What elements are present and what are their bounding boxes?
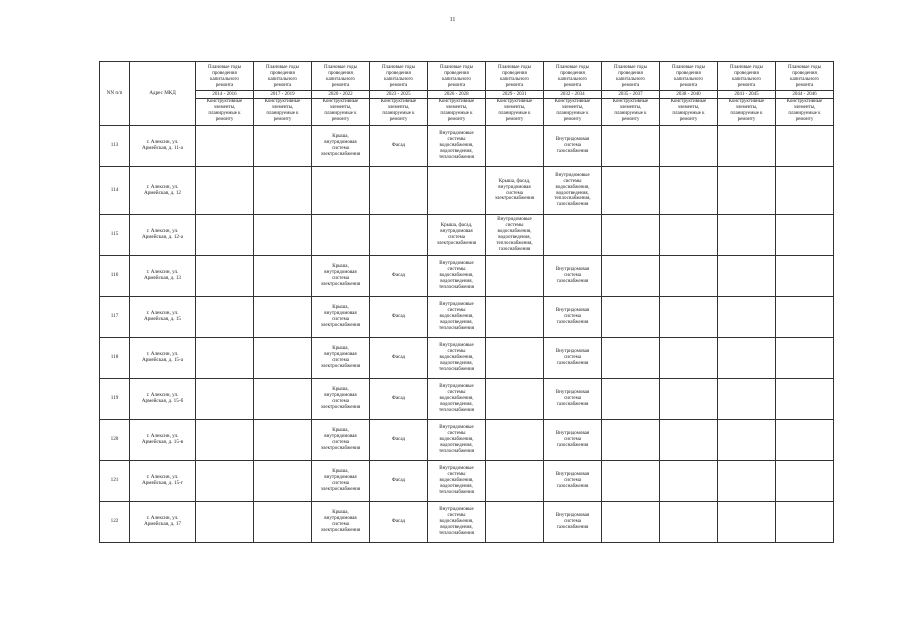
header-years: 2026 - 2028 xyxy=(428,91,486,99)
row-cell xyxy=(196,215,254,256)
row-number: 120 xyxy=(100,420,130,461)
header-elements-label: Конструктивные элементы, планируемые к ремонту xyxy=(602,99,660,126)
row-cell xyxy=(776,256,834,297)
row-number: 114 xyxy=(100,167,130,215)
row-cell xyxy=(254,420,312,461)
header-period-label: Плановые годы проведения капитального ремонта xyxy=(776,62,834,91)
row-cell: Крыша, внутридомовая система электроснабжения xyxy=(312,502,370,543)
row-cell xyxy=(196,379,254,420)
row-cell: Фасад xyxy=(370,461,428,502)
header-elements-label: Конструктивные элементы, планируемые к ремонту xyxy=(370,99,428,126)
row-cell xyxy=(602,379,660,420)
row-cell: Внутридомовые системы водоснабжения, водоотведения, теплоснабжения xyxy=(428,126,486,167)
row-cell xyxy=(254,167,312,215)
header-period-label: Плановые годы проведения капитального ремонта xyxy=(718,62,776,91)
row-address: г. Алексин, ул. Армейская, д. 15-г xyxy=(130,461,196,502)
row-cell xyxy=(486,502,544,543)
row-cell xyxy=(486,420,544,461)
row-address: г. Алексин, ул. Армейская, д. 15 xyxy=(130,297,196,338)
row-cell xyxy=(718,502,776,543)
header-years: 2023 - 2025 xyxy=(370,91,428,99)
header-years: 2035 - 2037 xyxy=(602,91,660,99)
row-number: 122 xyxy=(100,502,130,543)
header-elements-label: Конструктивные элементы, планируемые к ремонту xyxy=(196,99,254,126)
row-cell: Внутридомовая система газоснабжения xyxy=(544,379,602,420)
header-years: 2020 - 2022 xyxy=(312,91,370,99)
row-cell: Крыша, внутридомовая система электроснабжения xyxy=(312,379,370,420)
header-elements-label: Конструктивные элементы, планируемые к ремонту xyxy=(718,99,776,126)
row-cell xyxy=(660,420,718,461)
table-row xyxy=(100,256,834,297)
row-cell xyxy=(602,256,660,297)
row-cell xyxy=(776,297,834,338)
row-address: г. Алексин, ул. Армейская, д. 12 xyxy=(130,167,196,215)
header-years: 2017 - 2019 xyxy=(254,91,312,99)
row-number: 113 xyxy=(100,126,130,167)
row-cell: Фасад xyxy=(370,126,428,167)
row-address: г. Алексин, ул. Армейская, д. 17 xyxy=(130,502,196,543)
row-cell xyxy=(660,461,718,502)
row-number: 115 xyxy=(100,215,130,256)
row-cell xyxy=(196,502,254,543)
header-period-label: Плановые годы проведения капитального ремонта xyxy=(196,62,254,91)
table-row xyxy=(100,502,834,543)
row-cell: Внутридомовые системы водоснабжения, водоотведения, теплоснабжения xyxy=(428,338,486,379)
header-elements-label: Конструктивные элементы, планируемые к ремонту xyxy=(776,99,834,126)
row-cell xyxy=(660,256,718,297)
table-row xyxy=(100,420,834,461)
row-cell xyxy=(544,215,602,256)
row-cell xyxy=(428,167,486,215)
row-cell xyxy=(602,338,660,379)
row-cell xyxy=(660,167,718,215)
row-cell: Крыша, внутридомовая система электроснабжения xyxy=(312,297,370,338)
row-cell xyxy=(718,256,776,297)
row-cell: Крыша, внутридомовая система электроснабжения xyxy=(312,256,370,297)
row-cell xyxy=(486,256,544,297)
row-cell xyxy=(776,126,834,167)
table-row xyxy=(100,379,834,420)
page-number: 11 xyxy=(449,17,456,23)
row-cell xyxy=(196,297,254,338)
row-address: г. Алексин, ул. Армейская, д. 15-а xyxy=(130,338,196,379)
row-cell xyxy=(602,215,660,256)
row-cell: Внутридомовая система газоснабжения xyxy=(544,256,602,297)
row-cell xyxy=(718,126,776,167)
row-cell: Фасад xyxy=(370,297,428,338)
row-number: 119 xyxy=(100,379,130,420)
row-cell xyxy=(660,215,718,256)
header-row-elements xyxy=(100,99,834,126)
header-elements-label: Конструктивные элементы, планируемые к ремонту xyxy=(254,99,312,126)
row-cell xyxy=(718,420,776,461)
row-cell xyxy=(776,379,834,420)
row-cell: Внутридомовые системы водоснабжения, водоотведения, теплоснабжения xyxy=(428,502,486,543)
header-num: NN п/п xyxy=(100,62,130,126)
row-cell: Крыша, внутридомовая система электроснабжения xyxy=(312,420,370,461)
header-period-label: Плановые годы проведения капитального ремонта xyxy=(602,62,660,91)
row-address: г. Алексин, ул. Армейская, д. 13 xyxy=(130,256,196,297)
row-cell xyxy=(660,297,718,338)
capital-repair-table xyxy=(99,61,834,543)
header-elements-label: Конструктивные элементы, планируемые к ремонту xyxy=(486,99,544,126)
header-period-label: Плановые годы проведения капитального ремонта xyxy=(660,62,718,91)
row-cell: Внутридомовые системы водоснабжения, водоотведения, теплоснабжения, газоснабжения xyxy=(486,215,544,256)
row-cell xyxy=(776,461,834,502)
header-years: 2032 - 2034 xyxy=(544,91,602,99)
row-cell: Фасад xyxy=(370,338,428,379)
row-cell xyxy=(254,338,312,379)
header-years: 2041 - 2045 xyxy=(718,91,776,99)
row-cell: Крыша, внутридомовая система электроснабжения xyxy=(312,338,370,379)
row-cell xyxy=(602,420,660,461)
row-cell xyxy=(254,502,312,543)
row-number: 117 xyxy=(100,297,130,338)
row-cell xyxy=(660,502,718,543)
row-cell xyxy=(196,461,254,502)
row-cell: Внутридомовая система газоснабжения xyxy=(544,420,602,461)
row-cell: Внутридомовые системы водоснабжения, водоотведения, теплоснабжения xyxy=(428,461,486,502)
row-cell: Крыша, внутридомовая система электроснабжения xyxy=(312,461,370,502)
table-row xyxy=(100,461,834,502)
row-cell xyxy=(602,461,660,502)
header-period-label: Плановые годы проведения капитального ремонта xyxy=(254,62,312,91)
row-cell xyxy=(718,461,776,502)
header-years: 2038 - 2040 xyxy=(660,91,718,99)
row-cell: Фасад xyxy=(370,379,428,420)
row-cell xyxy=(196,167,254,215)
row-cell xyxy=(486,379,544,420)
header-period-label: Плановые годы проведения капитального ремонта xyxy=(428,62,486,91)
table-row xyxy=(100,126,834,167)
row-address: г. Алексин, ул. Армейская, д. 15-б xyxy=(130,379,196,420)
row-cell xyxy=(196,338,254,379)
table-header xyxy=(100,62,834,126)
row-cell: Внутридомовые системы водоснабжения, водоотведения, теплоснабжения xyxy=(428,420,486,461)
row-cell: Крыша, фасад, внутридомовая система электроснабжения xyxy=(486,167,544,215)
row-cell xyxy=(370,215,428,256)
header-period-label: Плановые годы проведения капитального ремонта xyxy=(544,62,602,91)
row-cell: Внутридомовые системы водоснабжения, водоотведения, теплоснабжения xyxy=(428,256,486,297)
row-cell xyxy=(312,215,370,256)
row-cell xyxy=(718,297,776,338)
row-cell xyxy=(602,167,660,215)
header-elements-label: Конструктивные элементы, планируемые к ремонту xyxy=(544,99,602,126)
row-number: 118 xyxy=(100,338,130,379)
row-cell xyxy=(486,461,544,502)
row-cell: Внутридомовая система газоснабжения xyxy=(544,502,602,543)
header-row-years xyxy=(100,91,834,99)
row-cell xyxy=(486,126,544,167)
row-cell: Внутридомовая система газоснабжения xyxy=(544,461,602,502)
row-cell: Внутридомовые системы водоснабжения, водоотведения, теплоснабжения xyxy=(428,379,486,420)
row-cell xyxy=(660,338,718,379)
header-elements-label: Конструктивные элементы, планируемые к ремонту xyxy=(428,99,486,126)
row-cell xyxy=(776,338,834,379)
row-cell xyxy=(254,215,312,256)
row-cell xyxy=(254,461,312,502)
header-row-periods xyxy=(100,62,834,91)
row-address: г. Алексин, ул. Армейская, д. 15-в xyxy=(130,420,196,461)
row-cell xyxy=(602,502,660,543)
row-cell xyxy=(776,420,834,461)
row-cell xyxy=(254,297,312,338)
header-period-label: Плановые годы проведения капитального ремонта xyxy=(370,62,428,91)
header-years: 2029 - 2031 xyxy=(486,91,544,99)
row-cell: Фасад xyxy=(370,256,428,297)
header-years: 2044 - 2046 xyxy=(776,91,834,99)
row-cell xyxy=(776,215,834,256)
table-row xyxy=(100,297,834,338)
header-address: Адрес МКД xyxy=(130,62,196,126)
row-cell: Фасад xyxy=(370,420,428,461)
row-cell xyxy=(486,338,544,379)
table-row xyxy=(100,215,834,256)
row-cell xyxy=(602,297,660,338)
row-cell: Внутридомовые системы водоснабжения, водоотведения, теплоснабжения xyxy=(428,297,486,338)
row-address: г. Алексин, ул. Армейская, д. 11-а xyxy=(130,126,196,167)
row-address: г. Алексин, ул. Армейская, д. 12-а xyxy=(130,215,196,256)
table-row xyxy=(100,167,834,215)
row-cell xyxy=(718,338,776,379)
header-elements-label: Конструктивные элементы, планируемые к ремонту xyxy=(660,99,718,126)
header-period-label: Плановые годы проведения капитального ремонта xyxy=(312,62,370,91)
row-number: 116 xyxy=(100,256,130,297)
row-cell xyxy=(312,167,370,215)
row-cell: Фасад xyxy=(370,502,428,543)
row-cell: Крыша, фасад, внутридомовая система электроснабжения xyxy=(428,215,486,256)
row-cell xyxy=(718,167,776,215)
row-cell xyxy=(370,167,428,215)
header-elements-label: Конструктивные элементы, планируемые к ремонту xyxy=(312,99,370,126)
row-cell xyxy=(254,256,312,297)
row-cell xyxy=(196,420,254,461)
row-cell: Внутридомовая система газоснабжения xyxy=(544,297,602,338)
table-row xyxy=(100,338,834,379)
row-cell: Внутридомовые системы водоснабжения, водоотведения, теплоснабжения, газоснабжения xyxy=(544,167,602,215)
header-years: 2014 - 2016 xyxy=(196,91,254,99)
row-cell xyxy=(254,126,312,167)
row-number: 121 xyxy=(100,461,130,502)
row-cell xyxy=(602,126,660,167)
row-cell xyxy=(776,167,834,215)
row-cell xyxy=(718,215,776,256)
row-cell xyxy=(776,502,834,543)
table-body xyxy=(100,126,834,543)
row-cell xyxy=(718,379,776,420)
row-cell: Внутридомовая система газоснабжения xyxy=(544,126,602,167)
row-cell xyxy=(486,297,544,338)
row-cell xyxy=(660,126,718,167)
row-cell: Крыша, внутридомовая система электроснабжения xyxy=(312,126,370,167)
row-cell: Внутридомовая система газоснабжения xyxy=(544,338,602,379)
row-cell xyxy=(196,256,254,297)
row-cell xyxy=(660,379,718,420)
row-cell xyxy=(196,126,254,167)
header-period-label: Плановые годы проведения капитального ремонта xyxy=(486,62,544,91)
row-cell xyxy=(254,379,312,420)
